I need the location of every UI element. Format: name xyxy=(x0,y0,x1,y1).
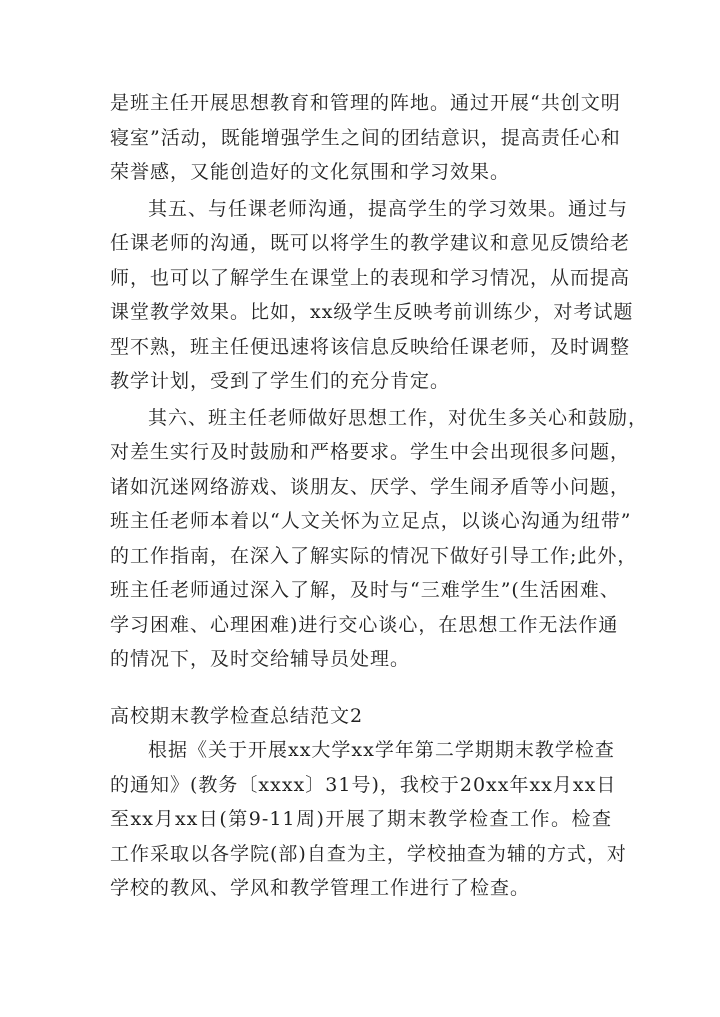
text-line: 的工作指南，在深入了解实际的情况下做好引导工作;此外， xyxy=(110,544,638,567)
text-line: 其六、班主任老师做好思想工作，对优生多关心和鼓励， xyxy=(148,406,649,429)
text-line: 工作采取以各学院(部)自查为主，学校抽查为辅的方式，对 xyxy=(110,842,627,865)
text-line: 型不熟，班主任便迅速将该信息反映给任课老师，及时调整 xyxy=(110,335,631,358)
text-line: 学习困难、心理困难)进行交心谈心，在思想工作无法作通 xyxy=(110,613,619,636)
paragraph-six xyxy=(110,401,649,677)
text-line: 班主任老师通过深入了解，及时与“三难学生”(生活困难、 xyxy=(110,579,620,601)
text-line: 根据《关于开展xx大学xx学年第二学期期末教学检查 xyxy=(148,739,615,761)
text-line: 师，也可以了解学生在课堂上的表现和学习情况，从而提高 xyxy=(110,266,631,289)
text-line: 学校的教风、学风和教学管理工作进行了检查。 xyxy=(110,877,531,899)
paragraph-intro xyxy=(110,733,627,906)
paragraph-continuation xyxy=(110,86,621,190)
text-line: 任课老师的沟通，既可以将学生的教学建议和意见反馈给老 xyxy=(110,232,631,254)
text-line: 对差生实行及时鼓励和严格要求。学生中会出现很多问题， xyxy=(110,441,631,463)
text-line: 教学计划，受到了学生们的充分肯定。 xyxy=(110,370,451,392)
text-line: 的情况下，及时交给辅导员处理。 xyxy=(110,648,411,670)
text-line: 至xx月xx日(第9-11周)开展了期末教学检查工作。检查 xyxy=(110,808,612,830)
text-line: 是班主任开展思想教育和管理的阵地。通过开展“共创文明 xyxy=(110,92,621,114)
text-line: 班主任老师本着以“人文关怀为立足点，以谈心沟通为纽带” xyxy=(110,510,632,532)
text-line: 课堂教学效果。比如，xx级学生反映考前训练少，对考试题 xyxy=(110,301,634,323)
text-line: 寝室”活动，既能增强学生之间的团结意识，提高责任心和 xyxy=(110,126,621,149)
text-line: 荣誉感，又能创造好的文化氛围和学习效果。 xyxy=(110,161,511,183)
section-heading: 高校期末教学检查总结范文2 xyxy=(110,704,364,727)
document-page xyxy=(110,86,649,908)
text-line: 诸如沉迷网络游戏、谈朋友、厌学、学生闹矛盾等小问题， xyxy=(110,475,631,498)
paragraph-five xyxy=(110,192,634,399)
text-line: 其五、与任课老师沟通，提高学生的学习效果。通过与 xyxy=(148,197,629,220)
text-line: 的通知》(教务〔xxxx〕31号)，我校于20xx年xx月xx日 xyxy=(110,773,617,796)
